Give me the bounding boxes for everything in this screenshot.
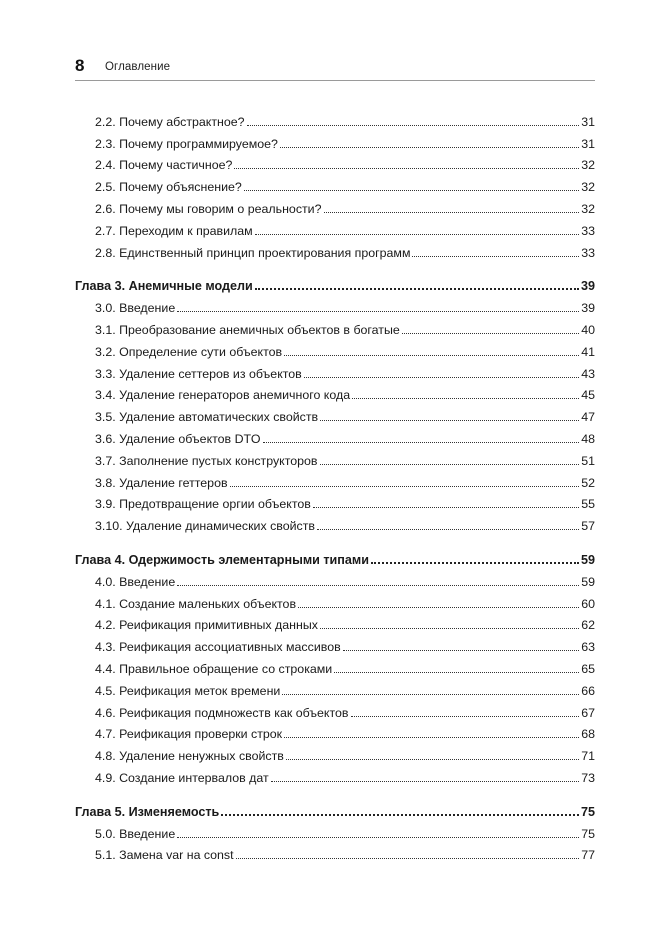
toc-section-entry (75, 194, 595, 216)
toc-entry-title: 4.7. Реификация проверки строк (95, 727, 283, 742)
toc-entry-title: 4.4. Правильное обращение со строками (95, 661, 333, 676)
toc-section-entry (75, 676, 595, 698)
toc-entry-page-number: 60 (581, 596, 595, 611)
toc-section-entry (75, 763, 595, 785)
dot-leader (343, 650, 580, 651)
toc-section-entry (75, 819, 595, 841)
toc-entry-page-number: 73 (581, 770, 595, 785)
dot-leader (244, 190, 579, 191)
dot-leader (284, 737, 579, 738)
dot-leader (247, 125, 580, 126)
running-title: Оглавление (105, 61, 171, 73)
toc-section-entry (75, 151, 595, 173)
dot-leader (236, 858, 580, 859)
toc-entry-page-number: 31 (581, 136, 595, 151)
toc-entry-title: 2.3. Почему программируемое? (95, 136, 278, 151)
toc-entry-title: 2.6. Почему мы говорим о реальности? (95, 201, 322, 216)
toc-entry-title: Глава 4. Одержимость элементарными типами (75, 552, 369, 567)
toc-section-entry (75, 424, 595, 446)
toc-section-entry (75, 107, 595, 129)
toc-section-entry (75, 490, 595, 512)
toc-entry-title: 2.5. Почему объяснение? (95, 180, 242, 195)
toc-section-entry (75, 589, 595, 611)
toc-section-entry (75, 511, 595, 533)
toc-entry-page-number: 40 (581, 322, 595, 337)
toc-section-entry (75, 468, 595, 490)
toc-entry-page-number: 63 (581, 640, 595, 655)
toc-entry-page-number: 71 (581, 749, 595, 764)
toc-entry-title: 3.3. Удаление сеттеров из объектов (95, 366, 302, 381)
toc-section-entry (75, 720, 595, 742)
toc-entry-page-number: 39 (581, 301, 595, 316)
toc-chapter-entry (75, 545, 595, 567)
toc-entry-title: 3.1. Преобразование анемичных объектов в богатые (95, 322, 400, 337)
toc-entry-page-number: 59 (581, 574, 595, 589)
toc-section-entry (75, 611, 595, 633)
toc-entry-page-number: 39 (580, 279, 595, 294)
dot-leader (284, 355, 579, 356)
toc-chapter-group (75, 545, 595, 567)
toc-section-group (75, 107, 595, 260)
toc-entry-page-number: 57 (581, 519, 595, 534)
dot-leader (282, 694, 579, 695)
toc-section-entry (75, 359, 595, 381)
toc-section-entry (75, 238, 595, 260)
toc-section-entry (75, 129, 595, 151)
toc-entry-page-number: 75 (580, 804, 595, 819)
page-header (75, 55, 595, 81)
toc-entry-page-number: 33 (581, 223, 595, 238)
toc-entry-page-number: 67 (581, 705, 595, 720)
toc-section-entry (75, 741, 595, 763)
toc-section-entry (75, 402, 595, 424)
toc-entry-page-number: 66 (581, 683, 595, 698)
toc-section-entry (75, 172, 595, 194)
toc-entry-title: Глава 3. Анемичные модели (75, 279, 253, 294)
toc-entry-page-number: 55 (581, 497, 595, 512)
dot-leader (177, 837, 579, 838)
toc-section-entry (75, 216, 595, 238)
dot-leader (402, 333, 579, 334)
toc-entry-title: 4.8. Удаление ненужных свойств (95, 749, 284, 764)
toc-entry-title: 2.4. Почему частичное? (95, 158, 233, 173)
dot-leader (313, 507, 579, 508)
dot-leader (230, 486, 580, 487)
toc-section-entry (75, 446, 595, 468)
toc-section-entry (75, 337, 595, 359)
toc-section-entry (75, 567, 595, 589)
toc-entry-page-number: 51 (581, 453, 595, 468)
toc-entry-page-number: 43 (581, 366, 595, 381)
toc-entry-title: 3.0. Введение (95, 301, 176, 316)
toc-entry-title: 3.5. Удаление автоматических свойств (95, 410, 319, 425)
dot-leader (320, 628, 579, 629)
toc-entry-title: 4.2. Реификация примитивных данных (95, 618, 318, 633)
toc-entry-title: 4.6. Реификация подмножеств как объектов (95, 705, 349, 720)
toc-chapter-group (75, 797, 595, 819)
toc-entry-page-number: 75 (581, 826, 595, 841)
toc-entry-title: 4.5. Реификация меток времени (95, 683, 281, 698)
toc-entry-title: 3.8. Удаление геттеров (95, 475, 228, 490)
toc-entry-page-number: 47 (581, 410, 595, 425)
toc-section-entry (75, 698, 595, 720)
toc-entry-page-number: 32 (581, 180, 595, 195)
toc-entry-title: Глава 5. Изменяемость (75, 804, 220, 819)
toc-entry-title: 2.8. Единственный принцип проектирования программ (95, 245, 411, 260)
toc-entry-title: 4.0. Введение (95, 574, 176, 589)
toc-section-entry (75, 381, 595, 403)
toc-entry-page-number: 31 (581, 114, 595, 129)
toc-entry-page-number: 52 (581, 475, 595, 490)
toc-chapter-group (75, 272, 595, 294)
toc-section-group (75, 819, 595, 863)
toc-section-group (75, 293, 595, 533)
toc-entry-page-number: 77 (581, 848, 595, 863)
page-number: 8 (75, 56, 85, 75)
toc-chapter-entry (75, 797, 595, 819)
dot-leader (334, 672, 579, 673)
toc-entry-title: 5.0. Введение (95, 826, 176, 841)
dot-leader (320, 420, 579, 421)
dot-leader (351, 716, 580, 717)
toc-entry-title: 4.3. Реификация ассоциативных массивов (95, 640, 341, 655)
toc-entry-page-number: 33 (581, 245, 595, 260)
toc-entry-title: 3.10. Удаление динамических свойств (95, 519, 315, 534)
toc-entry-page-number: 45 (581, 388, 595, 403)
toc-entry-page-number: 59 (580, 552, 595, 567)
toc-entry-title: 2.2. Почему абстрактное? (95, 114, 245, 129)
toc-entry-title: 4.1. Создание маленьких объектов (95, 596, 297, 611)
dot-leader (352, 398, 579, 399)
toc-entry-page-number: 65 (581, 661, 595, 676)
dot-leader (286, 759, 579, 760)
dot-leader (371, 562, 579, 564)
toc-entry-page-number: 48 (581, 431, 595, 446)
dot-leader (263, 442, 580, 443)
toc-entry-title: 3.9. Предотвращение оргии объектов (95, 497, 311, 512)
dot-leader (177, 311, 579, 312)
dot-leader (317, 529, 579, 530)
toc-spacer (75, 785, 595, 797)
table-of-contents (75, 107, 595, 862)
toc-entry-page-number: 41 (581, 344, 595, 359)
dot-leader (271, 781, 580, 782)
toc-entry-page-number: 62 (581, 618, 595, 633)
toc-entry-title: 5.1. Замена var на const (95, 848, 234, 863)
toc-section-entry (75, 293, 595, 315)
toc-section-entry (75, 654, 595, 676)
toc-entry-title: 4.9. Создание интервалов дат (95, 770, 269, 785)
toc-entry-title: 2.7. Переходим к правилам (95, 223, 253, 238)
toc-section-entry (75, 315, 595, 337)
toc-section-entry (75, 632, 595, 654)
dot-leader (255, 234, 580, 235)
dot-leader (280, 147, 579, 148)
dot-leader (320, 464, 580, 465)
toc-spacer (75, 260, 595, 272)
dot-leader (298, 607, 579, 608)
dot-leader (177, 585, 579, 586)
toc-entry-page-number: 68 (581, 727, 595, 742)
toc-entry-title: 3.6. Удаление объектов DTO (95, 431, 261, 446)
toc-section-entry (75, 841, 595, 863)
toc-section-group (75, 567, 595, 785)
dot-leader (412, 256, 579, 257)
toc-entry-title: 3.4. Удаление генераторов анемичного кода (95, 388, 351, 403)
dot-leader (234, 168, 579, 169)
toc-chapter-entry (75, 272, 595, 294)
toc-entry-title: 3.2. Определение сути объектов (95, 344, 283, 359)
toc-entry-page-number: 32 (581, 158, 595, 173)
header-divider (75, 80, 595, 81)
dot-leader (255, 288, 579, 290)
dot-leader (324, 212, 580, 213)
toc-entry-page-number: 32 (581, 201, 595, 216)
toc-entry-title: 3.7. Заполнение пустых конструкторов (95, 453, 318, 468)
dot-leader (304, 377, 579, 378)
dot-leader (221, 814, 579, 816)
toc-spacer (75, 533, 595, 545)
